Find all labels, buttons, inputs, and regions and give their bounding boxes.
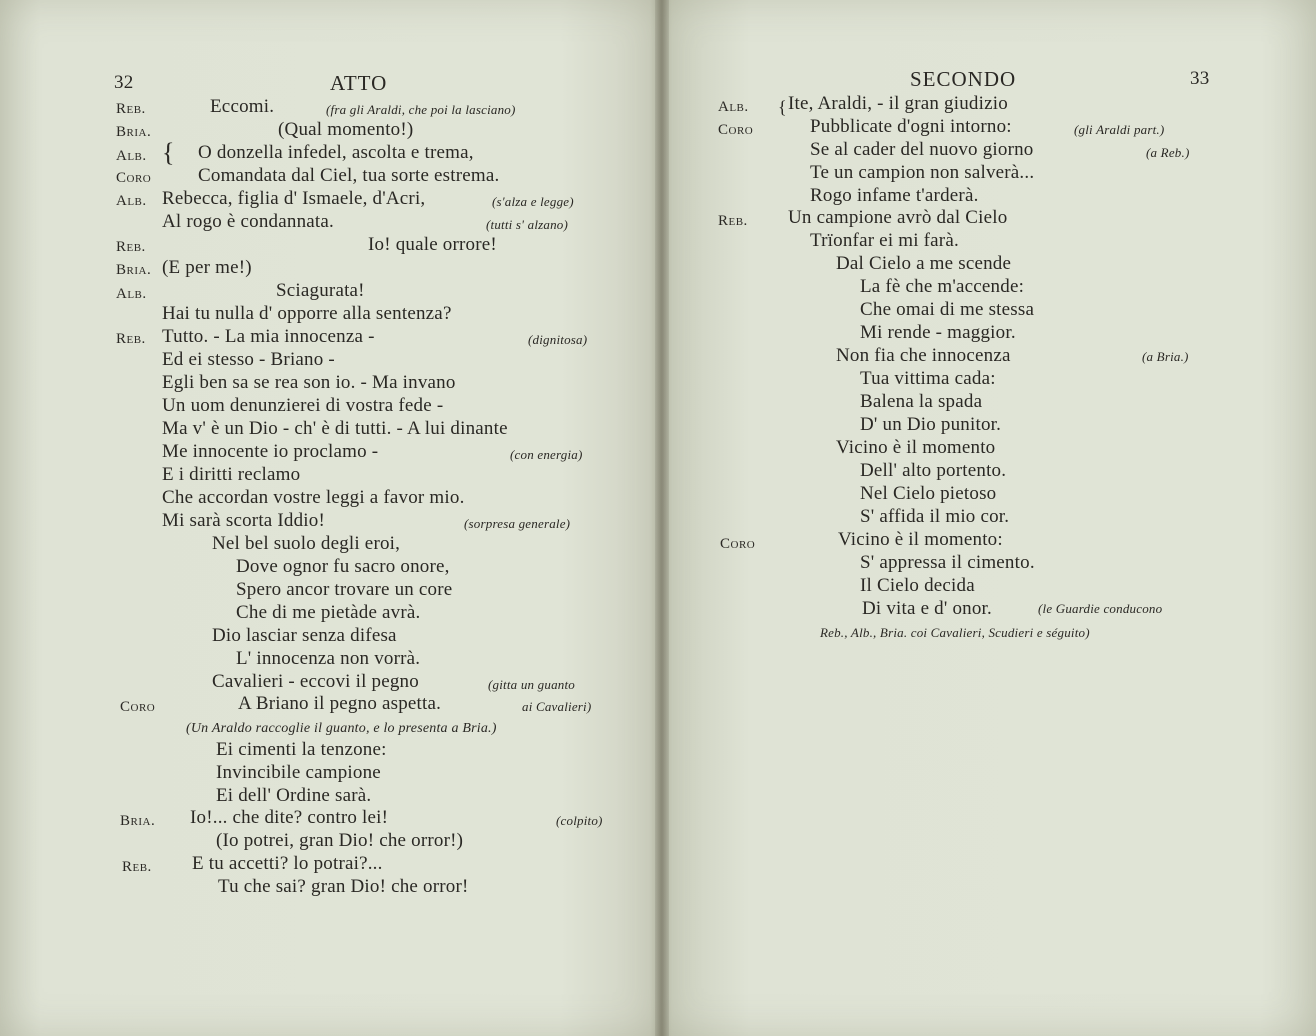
running-head-left: ATTO	[330, 71, 388, 95]
stage-direction: (sorpresa generale)	[464, 516, 571, 531]
stage-direction: (s'alza e legge)	[492, 194, 574, 209]
verse-line: Vicino è il momento	[836, 437, 996, 458]
verse-line: Eccomi.	[210, 96, 275, 117]
verse-line: S' affida il mio cor.	[860, 506, 1010, 527]
verse-line: L' innocenza non vorrà.	[236, 648, 421, 669]
verse-line: Me innocente io proclamo -	[162, 441, 379, 462]
verse-line: Spero ancor trovare un core	[236, 579, 453, 600]
speaker: Reb.	[718, 213, 748, 229]
verse-line: Io!... che dite? contro lei!	[190, 807, 389, 828]
speaker: Coro	[718, 122, 754, 138]
verse-line: Mi rende - maggior.	[860, 322, 1016, 343]
stage-direction: (con energia)	[510, 447, 583, 462]
verse-line: Di vita e d' onor.	[862, 598, 992, 619]
stage-direction: Reb., Alb., Bria. coi Cavalieri, Scudieri e séguito)	[820, 625, 1090, 640]
brace: {	[778, 97, 787, 117]
verse-line: Mi sarà scorta Iddio!	[162, 510, 326, 531]
stage-direction: (gitta un guanto	[488, 677, 575, 692]
verse-line: Balena la spada	[860, 391, 983, 412]
stage-direction: (tutti s' alzano)	[486, 217, 569, 232]
speaker: Bria.	[116, 124, 152, 140]
verse-line: Comandata dal Ciel, tua sorte estrema.	[198, 165, 500, 186]
verse-line: Ei cimenti la tenzone:	[216, 739, 387, 760]
verse-line: Un campione avrò dal Cielo	[788, 207, 1008, 228]
book-gutter	[655, 0, 669, 1036]
verse-line: Rebecca, figlia d' Ismaele, d'Acri,	[162, 188, 426, 209]
verse-line: Se al cader del nuovo giorno	[810, 139, 1034, 160]
verse-line: Egli ben sa se rea son io. - Ma invano	[162, 372, 456, 393]
verse-line: S' appressa il cimento.	[860, 552, 1035, 573]
verse-line: Sciagurata!	[276, 280, 365, 301]
verse-line: Che di me pietàde avrà.	[236, 602, 421, 623]
stage-direction: (a Bria.)	[1142, 349, 1189, 364]
verse-line: Al rogo è condannata.	[162, 211, 334, 232]
verse-line: O donzella infedel, ascolta e trema,	[198, 142, 474, 163]
verse-line: A Briano il pegno aspetta.	[238, 693, 442, 714]
verse-line: (Qual momento!)	[278, 119, 414, 140]
verse-line: Dal Cielo a me scende	[836, 253, 1012, 274]
verse-line: Tutto. - La mia innocenza -	[162, 326, 375, 347]
verse-line: Che accordan vostre leggi a favor mio.	[162, 487, 465, 508]
stage-direction: (dignitosa)	[528, 332, 588, 347]
verse-line: E tu accetti? lo potrai?...	[192, 853, 383, 874]
verse-line: Tu che sai? gran Dio! che orror!	[218, 876, 469, 897]
stage-direction: (le Guardie conducono	[1038, 601, 1163, 616]
running-head-right: SECONDO	[910, 67, 1017, 91]
verse-line: Ite, Araldi, - il gran giudizio	[788, 93, 1008, 114]
verse-line: Tua vittima cada:	[860, 368, 996, 389]
verse-line: (Io potrei, gran Dio! che orror!)	[216, 830, 464, 851]
speaker: Alb.	[116, 148, 147, 164]
verse-line: La fè che m'accende:	[860, 276, 1025, 297]
verse-line: Pubblicate d'ogni intorno:	[810, 116, 1012, 137]
speaker: Alb.	[718, 99, 749, 115]
speaker: Bria.	[116, 262, 152, 278]
verse-line: Ei dell' Ordine sarà.	[216, 785, 372, 806]
verse-line: Non fia che innocenza	[836, 345, 1011, 366]
speaker: Reb.	[116, 331, 146, 347]
verse-line: Te un campion non salverà...	[810, 162, 1035, 183]
verse-line: E i diritti reclamo	[162, 464, 301, 485]
speaker: Coro	[120, 699, 156, 715]
stage-direction: ai Cavalieri)	[522, 699, 592, 714]
verse-line: Il Cielo decida	[860, 575, 975, 596]
page-number-right: 33	[1190, 68, 1210, 89]
verse-line: Un uom denunzierei di vostra fede -	[162, 395, 444, 416]
verse-line: (E per me!)	[162, 257, 252, 278]
verse-line: Vicino è il momento:	[838, 529, 1003, 550]
verse-line: Dove ognor fu sacro onore,	[236, 556, 450, 577]
speaker: Reb.	[116, 239, 146, 255]
brace: {	[162, 138, 175, 167]
verse-line: Invincibile campione	[216, 762, 381, 783]
verse-line: Ma v' è un Dio - ch' è di tutti. - A lui dinante	[162, 418, 508, 439]
verse-line: Hai tu nulla d' opporre alla sentenza?	[162, 303, 452, 324]
stage-direction: (gli Araldi part.)	[1074, 122, 1165, 137]
speaker: Reb.	[116, 101, 146, 117]
speaker: Alb.	[116, 193, 147, 209]
verse-line: Dio lasciar senza difesa	[212, 625, 397, 646]
verse-line: D' un Dio punitor.	[860, 414, 1002, 435]
verse-line: Rogo infame t'arderà.	[810, 185, 979, 206]
speaker: Reb.	[122, 859, 152, 875]
speaker: Coro	[116, 170, 152, 186]
verse-line: Nel Cielo pietoso	[860, 483, 997, 504]
verse-line: Che omai di me stessa	[860, 299, 1035, 320]
verse-line: Dell' alto portento.	[860, 460, 1007, 481]
verse-line: Io! quale orrore!	[368, 234, 497, 255]
speaker: Bria.	[120, 813, 156, 829]
page-number-left: 32	[114, 72, 134, 93]
stage-direction: (a Reb.)	[1146, 145, 1190, 160]
speaker: Coro	[720, 536, 756, 552]
stage-direction: (Un Araldo raccoglie il guanto, e lo presenta a Bria.)	[186, 721, 497, 736]
verse-line: Trïonfar ei mi farà.	[810, 230, 959, 251]
verse-line: Nel bel suolo degli eroi,	[212, 533, 401, 554]
verse-line: Ed ei stesso - Briano -	[162, 349, 335, 370]
verse-line: Cavalieri - eccovi il pegno	[212, 671, 419, 692]
speaker: Alb.	[116, 286, 147, 302]
stage-direction: (fra gli Araldi, che poi la lasciano)	[326, 102, 516, 117]
stage-direction: (colpito)	[556, 813, 603, 828]
